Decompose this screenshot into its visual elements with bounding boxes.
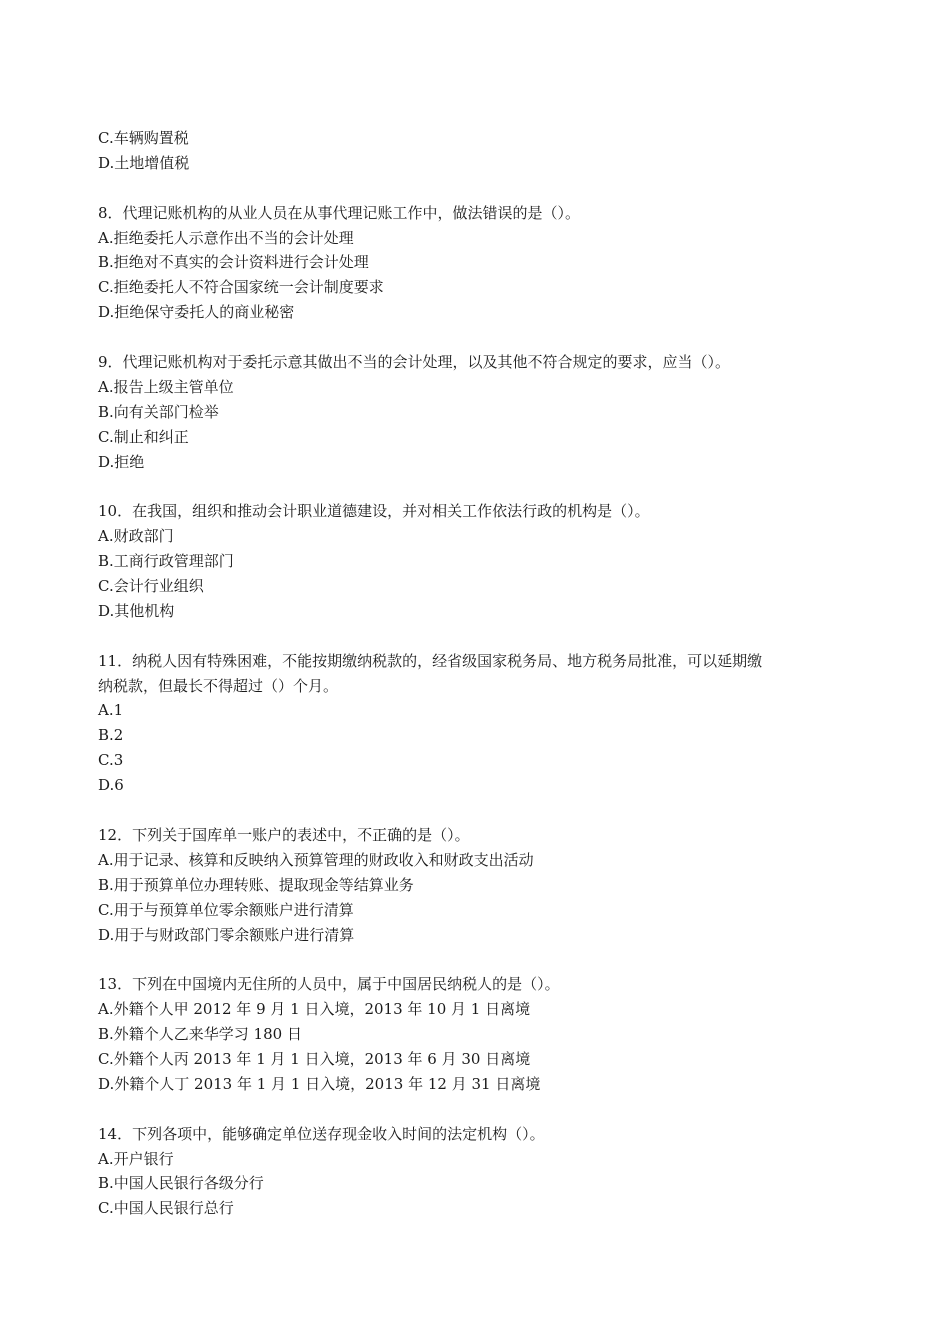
spacer <box>98 474 858 499</box>
option: C.拒绝委托人不符合国家统一会计制度要求 <box>98 278 384 297</box>
question-11 <box>98 649 858 798</box>
option: D.外籍个人丁 2013 年 1 月 1 日入境，2013 年 12 月 31 日离境 <box>98 1074 541 1093</box>
question-stem: 11．纳税人因有特殊困难，不能按期缴纳税款的，经省级国家税务局、地方税务局批准，可以延期缴 <box>98 651 763 670</box>
option: B.外籍个人乙来华学习 180 日 <box>98 1025 302 1044</box>
option: A.拒绝委托人示意作出不当的会计处理 <box>98 228 354 247</box>
option: A.1 <box>98 701 124 720</box>
spacer <box>98 1097 858 1122</box>
option: C.车辆购置税 <box>98 129 189 147</box>
option: C.用于与预算单位零余额账户进行清算 <box>98 900 354 919</box>
question-10 <box>98 499 858 623</box>
option: C.外籍个人丙 2013 年 1 月 1 日入境，2013 年 6 月 30 日离境 <box>98 1049 531 1068</box>
question-14 <box>98 1122 858 1222</box>
option: B.向有关部门检举 <box>98 402 219 421</box>
option: C.中国人民银行总行 <box>98 1199 234 1218</box>
question-stem: 10．在我国，组织和推动会计职业道德建设，并对相关工作依法行政的机构是（）。 <box>98 502 650 521</box>
option: C.制止和纠正 <box>98 427 189 446</box>
document-content <box>98 126 858 1221</box>
option: A.报告上级主管单位 <box>98 377 234 396</box>
option: D.拒绝 <box>98 452 145 471</box>
option: C.3 <box>98 751 124 770</box>
question-stem-continued: 纳税款，但最长不得超过（）个月。 <box>98 676 339 695</box>
spacer <box>98 624 858 649</box>
option: C.会计行业组织 <box>98 577 204 596</box>
option: B.拒绝对不真实的会计资料进行会计处理 <box>98 253 369 272</box>
question-stem: 13．下列在中国境内无住所的人员中，属于中国居民纳税人的是（）。 <box>98 975 560 994</box>
option: A.财政部门 <box>98 527 174 546</box>
spacer <box>98 798 858 823</box>
option: D.用于与财政部门零余额账户进行清算 <box>98 925 355 944</box>
option: D.土地增值税 <box>98 153 190 172</box>
option: A.开户银行 <box>98 1149 174 1168</box>
question-8 <box>98 201 858 325</box>
question-stem: 14．下列各项中，能够确定单位送存现金收入时间的法定机构（）。 <box>98 1124 545 1143</box>
option: B.2 <box>98 726 124 745</box>
question-9 <box>98 350 858 474</box>
question-stem: 8．代理记账机构的从业人员在从事代理记账工作中，做法错误的是（）。 <box>98 203 581 222</box>
question-13 <box>98 972 858 1096</box>
option: D.其他机构 <box>98 601 175 620</box>
option: B.工商行政管理部门 <box>98 552 234 571</box>
option: A.外籍个人甲 2012 年 9 月 1 日入境，2013 年 10 月 1 日离境 <box>98 1000 531 1019</box>
option: D.拒绝保守委托人的商业秘密 <box>98 303 295 322</box>
option: A.用于记录、核算和反映纳入预算管理的财政收入和财政支出活动 <box>98 850 534 869</box>
spacer <box>98 947 858 972</box>
spacer <box>98 176 858 201</box>
question-stem: 12．下列关于国库单一账户的表述中，不正确的是（）。 <box>98 825 470 844</box>
option: B.中国人民银行各级分行 <box>98 1174 264 1193</box>
option: D.6 <box>98 776 124 795</box>
question-12 <box>98 823 858 947</box>
option: B.用于预算单位办理转账、提取现金等结算业务 <box>98 875 414 894</box>
question-stem: 9．代理记账机构对于委托示意其做出不当的会计处理，以及其他不符合规定的要求，应当（）。 <box>98 353 731 372</box>
lead-options <box>98 126 858 176</box>
spacer <box>98 325 858 350</box>
